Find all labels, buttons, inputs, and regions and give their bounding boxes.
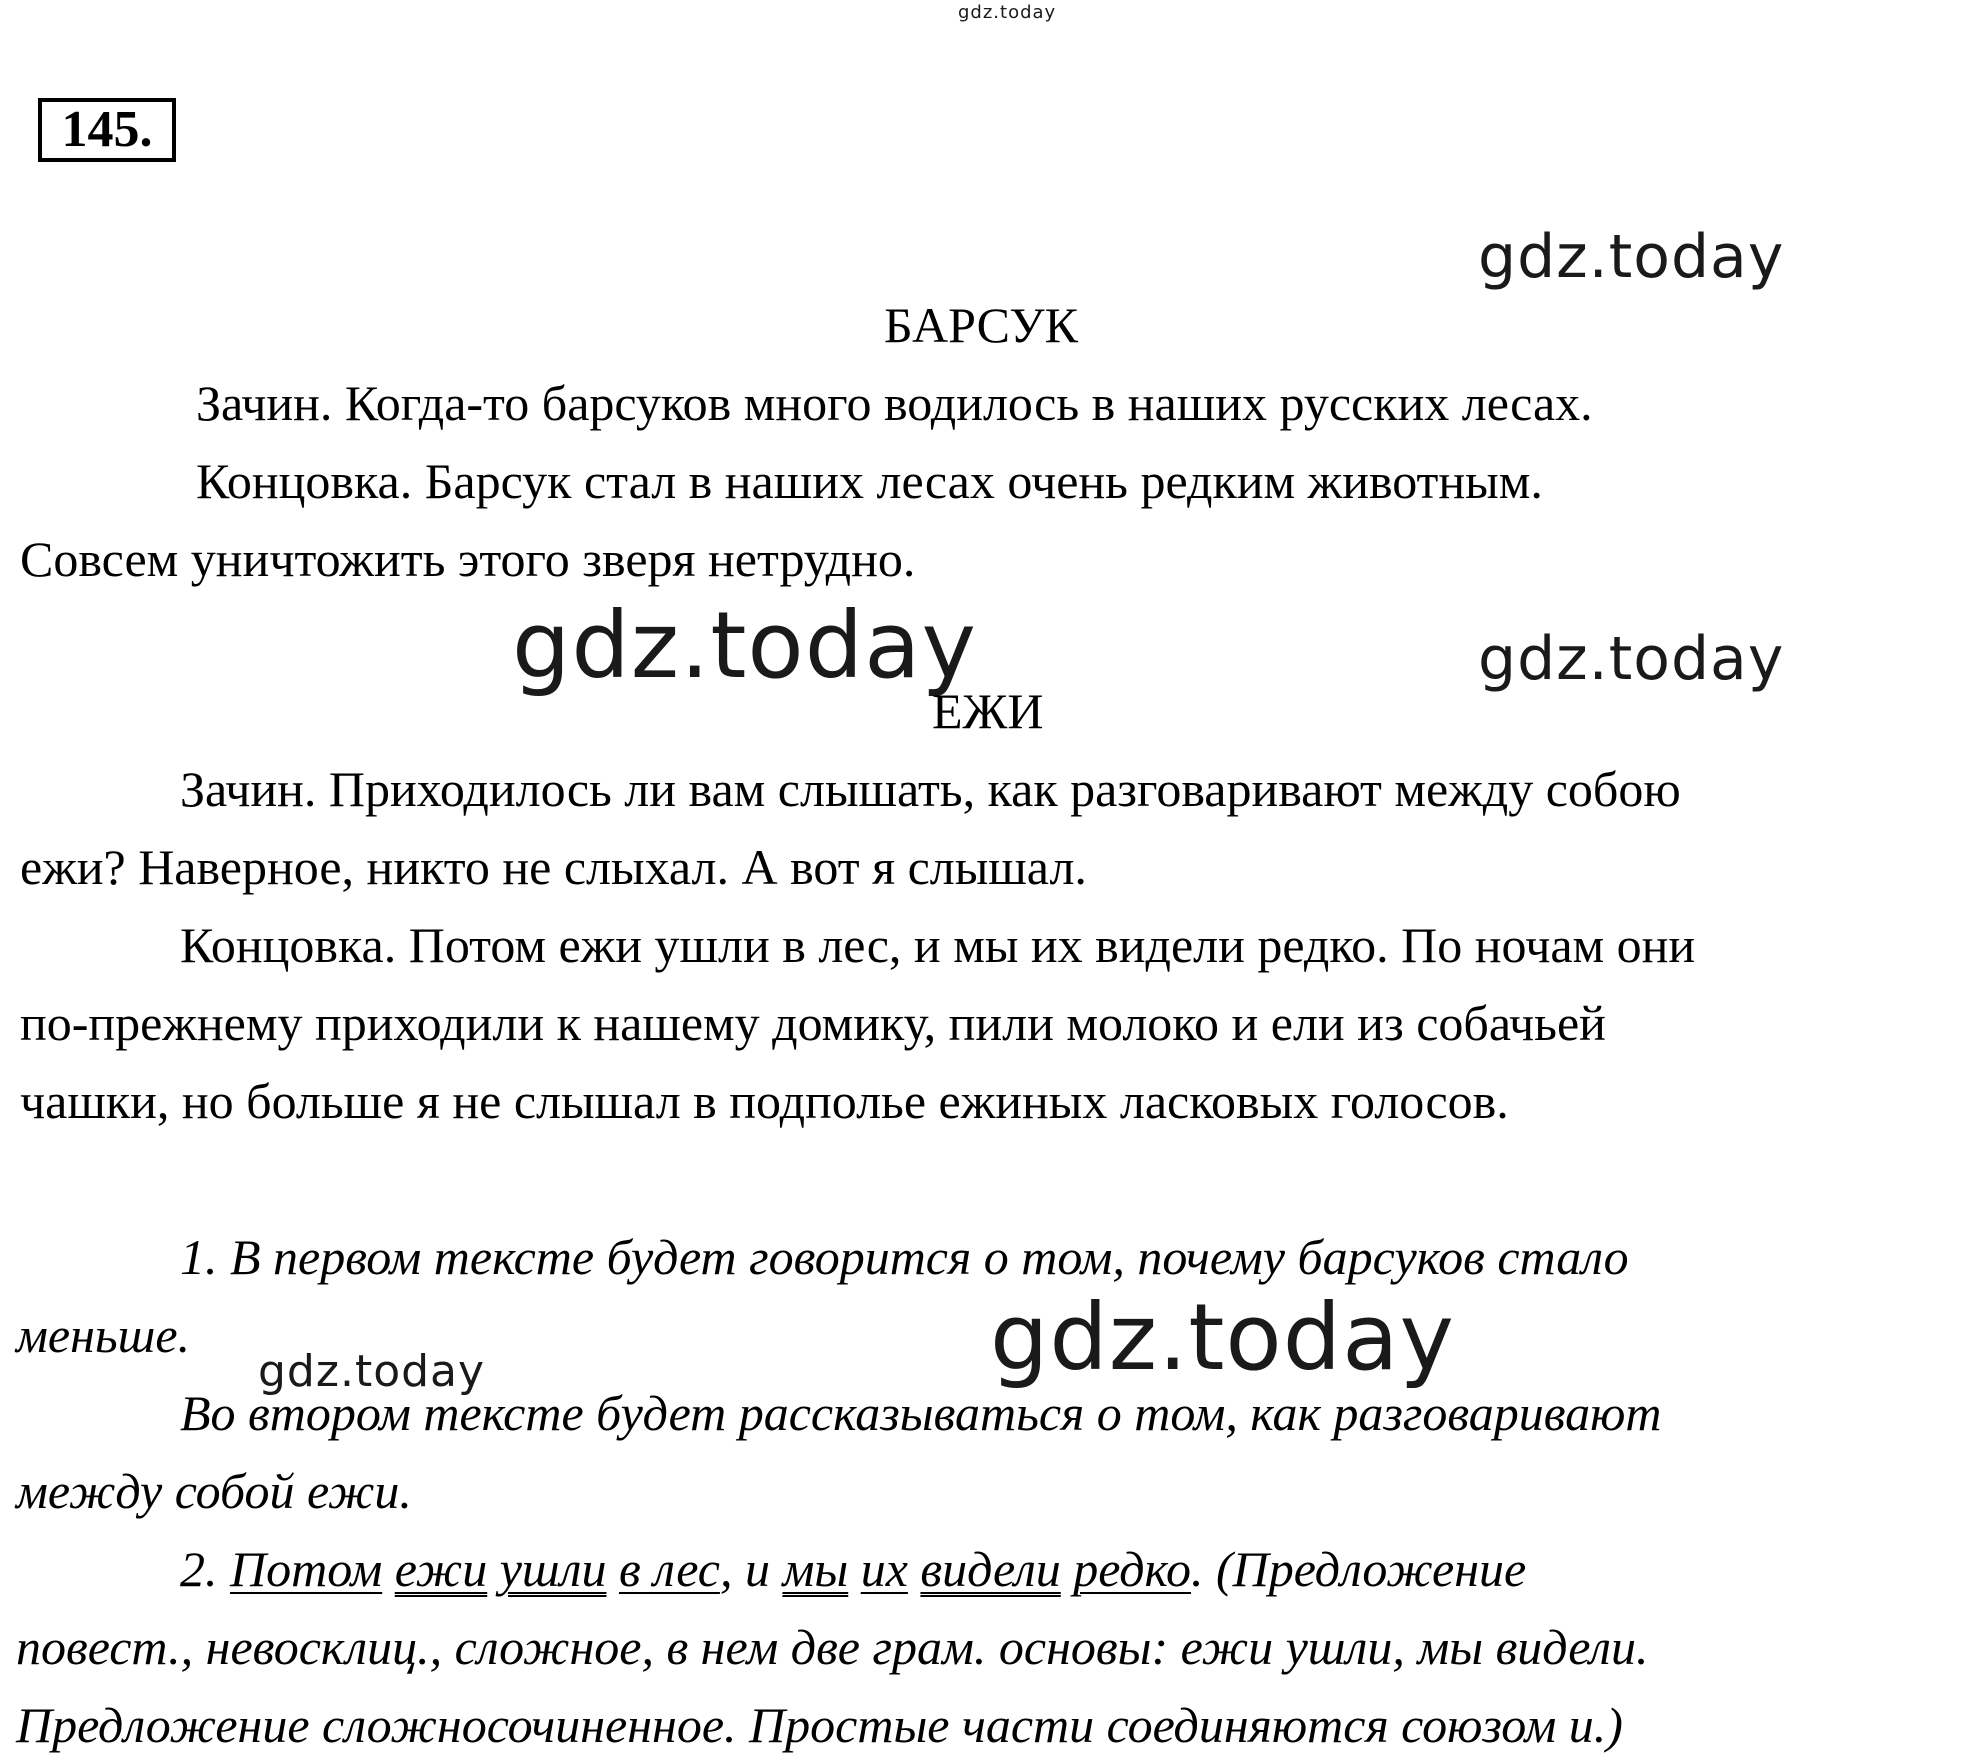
section2-ending-line2: по-прежнему приходили к нашему домику, пили молоко и ели из собачьей xyxy=(20,995,1606,1051)
section-title-badger: БАРСУК xyxy=(884,297,1079,353)
header-watermark: gdz.today xyxy=(958,2,1057,23)
answer2-tail: . (Предложение xyxy=(1191,1541,1527,1597)
section2-ending-line1: Концовка. Потом ежи ушли в лес, и мы их видели редко. По ночам они xyxy=(180,917,1696,973)
sentence-subject: ежи xyxy=(394,1541,488,1597)
task-number: 145. xyxy=(38,98,176,162)
sentence-subject: мы xyxy=(782,1541,849,1597)
answer2-line3: Предложение сложносочиненное. Простые части соединяются союзом и.) xyxy=(16,1697,1623,1753)
section1-ending-line2: Совсем уничтожить этого зверя нетрудно. xyxy=(20,531,916,587)
sentence-word: в лес xyxy=(618,1541,720,1597)
sentence-word: их xyxy=(860,1541,908,1597)
answer1-line1: 1. В первом тексте будет говорится о том, почему барсуков стало xyxy=(180,1229,1629,1285)
section1-ending-line1: Концовка. Барсук стал в наших лесах очень редким животным. xyxy=(196,453,1543,509)
answer1b-line1: Во втором тексте будет рассказываться о том, как разговаривают xyxy=(180,1385,1662,1441)
answer2-line2: повест., невосклиц., сложное, в нем две грам. основы: ежи ушли, мы видели. xyxy=(16,1619,1649,1675)
watermark: gdz.today xyxy=(1478,222,1785,292)
section-title-hedgehogs: ЕЖИ xyxy=(932,683,1044,739)
section2-opening-line1: Зачин. Приходилось ли вам слышать, как разговаривают между собою xyxy=(180,761,1681,817)
sentence-predicate: видели xyxy=(920,1541,1061,1597)
answer1-line2: меньше. xyxy=(16,1307,191,1363)
section2-opening-line2: ежи? Наверное, никто не слыхал. А вот я слышал. xyxy=(20,839,1087,895)
watermark: gdz.today xyxy=(258,1346,486,1397)
sentence-conjunction: и xyxy=(744,1541,770,1597)
watermark: gdz.today xyxy=(512,592,977,699)
sentence-word: Потом xyxy=(230,1541,383,1597)
section2-ending-line3: чашки, но больше я не слышал в подполье ежиных ласковых голосов. xyxy=(20,1073,1509,1129)
section1-opening: Зачин. Когда-то барсуков много водилось в наших русских лесах. xyxy=(196,375,1593,431)
answer2-number: 2. xyxy=(180,1541,218,1597)
watermark: gdz.today xyxy=(990,1284,1455,1391)
sentence-word: редко xyxy=(1073,1541,1192,1597)
answer1b-line2: между собой ежи. xyxy=(16,1463,412,1519)
answer2-line1 xyxy=(180,1540,1526,1598)
sentence-comma: , xyxy=(719,1541,733,1597)
watermark: gdz.today xyxy=(1478,624,1785,694)
sentence-predicate: ушли xyxy=(499,1541,607,1597)
